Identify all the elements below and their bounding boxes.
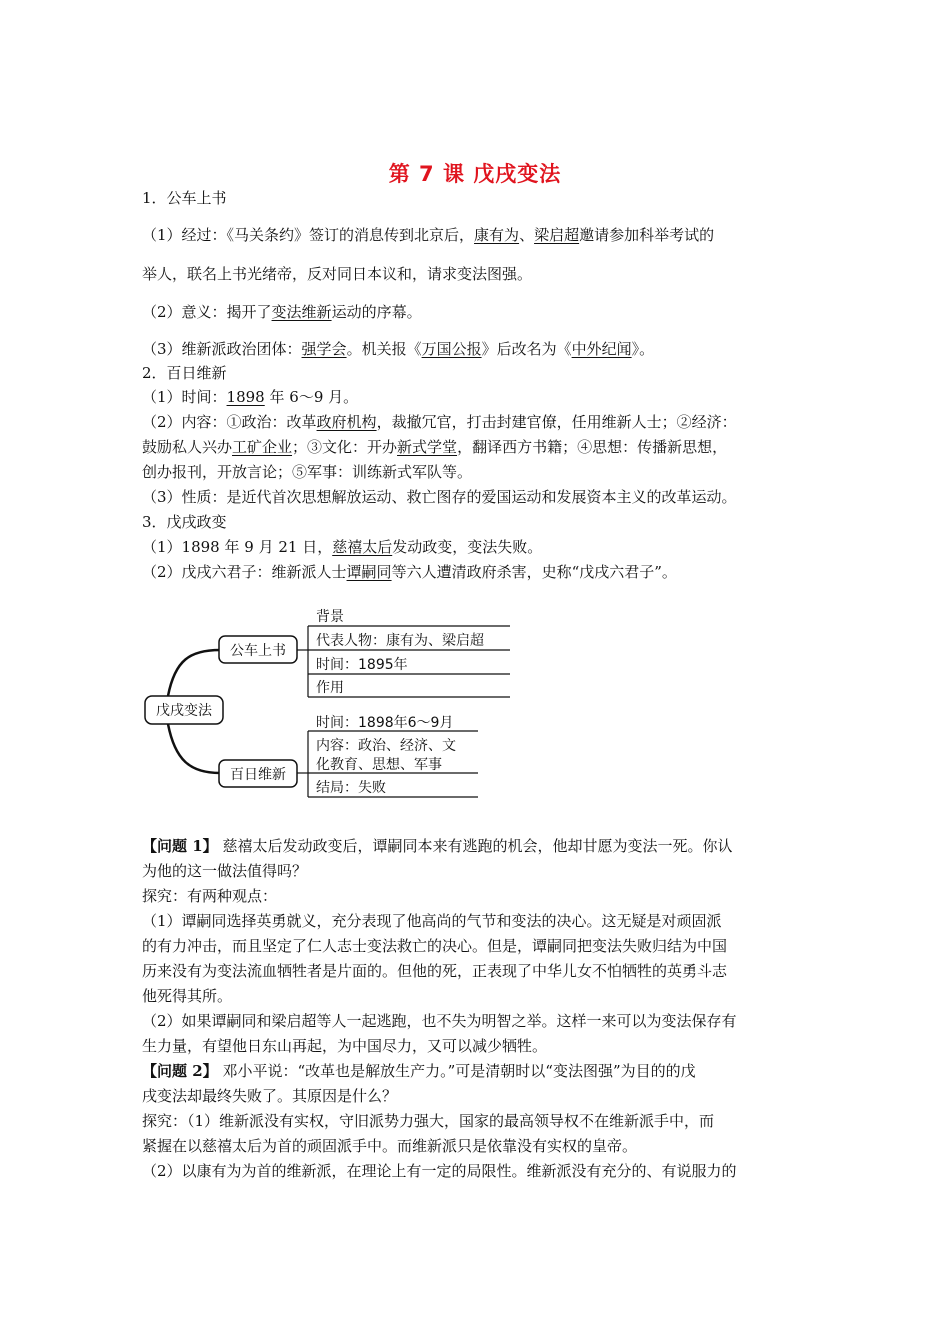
q1-line8: （2）如果谭嗣同和梁启超等人一起逃跑，也不失为明智之举。这样一来可以为变法保存有 — [142, 1012, 737, 1030]
mindmap-b2-item-content-2: 化教育、思想、军事 — [316, 757, 442, 773]
q1-line9: 生力量，有望他日东山再起，为中国尽力，又可以减少牺牲。 — [142, 1037, 548, 1055]
q1-label: 【问题 1】 — [142, 837, 218, 855]
q1-line4: （1）谭嗣同选择英勇就义，充分表现了他高尚的气节和变法的决心。这无疑是对顽固派 — [142, 912, 722, 930]
q1-line7: 他死得其所。 — [142, 987, 233, 1005]
q1-line5: 的有力冲击，而且坚定了仁人志士变法救亡的决心。但是，谭嗣同把变法失败归结为中国 — [142, 937, 728, 955]
lesson-title: 第 7 课 戊戌变法 — [388, 162, 562, 186]
q2-line3: 探究：（1）维新派没有实权，守旧派势力强大，国家的最高领导权不在维新派手中，而 — [142, 1112, 715, 1130]
sec2-time: （1）时间：1898 年 6～9 月。 — [142, 388, 359, 406]
q1-line2: 为他的这一做法值得吗？ — [142, 862, 308, 880]
sec1-para2: （2）意义：揭开了变法维新运动的序幕。 — [142, 303, 422, 321]
sec1-para1-line1: （1）经过：《马关条约》签订的消息传到北京后，康有为、梁启超邀请参加科举考试的 — [142, 226, 715, 244]
mindmap-b2-item-result: 结局：失败 — [316, 780, 386, 796]
q2-line1: 【问题 2】 邓小平说：“改革也是解放生产力。”可是清朝时以“变法图强”为目的的戊 — [142, 1062, 696, 1080]
q1-line3: 探究：有两种观点： — [142, 887, 278, 905]
q1-line1: 【问题 1】 慈禧太后发动政变后，谭嗣同本来有逃跑的机会，他却甘愿为变法一死。你认 — [142, 837, 733, 855]
sec3-para2: （2）戊戌六君子：维新派人士谭嗣同等六人遭清政府杀害，史称“戊戌六君子”。 — [142, 563, 677, 581]
mindmap-b1-item-people: 代表人物：康有为、梁启超 — [316, 633, 484, 649]
mindmap-curve-lower — [168, 724, 220, 773]
mindmap-b1-item-time: 时间：1895年 — [316, 657, 408, 673]
sec2-nature: （3）性质：是近代首次思想解放运动、救亡图存的爱国运动和发展资本主义的改革运动。 — [142, 488, 737, 506]
mindmap-b2-item-content-1: 内容：政治、经济、文 — [316, 738, 456, 754]
sec3-para1: （1）1898 年 9 月 21 日，慈禧太后发动政变，变法失败。 — [142, 538, 543, 556]
answer-government-agencies: 政府机构 — [316, 413, 377, 431]
sec2-content-line2: 鼓励私人兴办工矿企业；③文化：开办新式学堂，翻译西方书籍；④思想：传播新思想， — [142, 438, 728, 456]
q2-line5: （2）以康有为为首的维新派，在理论上有一定的局限性。维新派没有充分的、有说服力的 — [142, 1162, 737, 1180]
answer-reform-movement: 变法维新 — [271, 303, 332, 321]
sec1-para3: （3）维新派政治团体：强学会。机关报《万国公报》后改名为《中外纪闻》。 — [142, 340, 655, 358]
sec2-content-line1: （2）内容：①政治：改革政府机构，裁撤冗官，打击封建官僚，任用维新人士；②经济： — [142, 413, 737, 431]
answer-wanguo-gongbao: 万国公报 — [421, 340, 482, 358]
mindmap-branch2-label: 百日维新 — [230, 767, 286, 783]
answer-new-schools: 新式学堂 — [397, 438, 458, 456]
sec2-content-line3: 创办报刊，开放言论；⑤军事：训练新式军队等。 — [142, 463, 473, 481]
sec1-para1-line2: 举人，联名上书光绪帝，反对同日本议和，请求变法图强。 — [142, 265, 533, 283]
mindmap-branch1-label: 公车上书 — [230, 643, 286, 659]
q2-line2: 戌变法却最终失败了。其原因是什么？ — [142, 1087, 398, 1105]
answer-cixi: 慈禧太后 — [332, 538, 393, 556]
answer-qiangxuehui: 强学会 — [301, 340, 347, 358]
q1-line6: 历来没有为变法流血牺牲者是片面的。但他的死，正表现了中华儿女不怕牺牲的英勇斗志 — [142, 962, 728, 980]
section-1-heading: 1．公车上书 — [142, 189, 227, 207]
answer-kang-youwei: 康有为 — [474, 226, 520, 244]
section-2-heading: 2．百日维新 — [142, 364, 227, 382]
mindmap-curve-upper — [168, 650, 220, 696]
answer-industrial-enterprises: 工矿企业 — [232, 438, 293, 456]
answer-liang-qichao: 梁启超 — [534, 226, 580, 244]
mindmap-b1-item-effect: 作用 — [316, 680, 344, 696]
mindmap-b1-item-background: 背景 — [316, 609, 344, 625]
q2-line4: 紧握在以慈禧太后为首的顽固派手中。而维新派只是依靠没有实权的皇帝。 — [142, 1137, 638, 1155]
mindmap-root-label: 戊戌变法 — [156, 703, 212, 719]
q2-label: 【问题 2】 — [142, 1062, 218, 1080]
section-3-heading: 3．戊戌政变 — [142, 513, 227, 531]
mindmap-b2-item-time: 时间：1898年6～9月 — [316, 715, 454, 731]
answer-1898: 1898 — [226, 388, 265, 406]
answer-tan-sitong: 谭嗣同 — [346, 563, 392, 581]
answer-zhongwai-jiwen: 中外纪闻 — [571, 340, 632, 358]
